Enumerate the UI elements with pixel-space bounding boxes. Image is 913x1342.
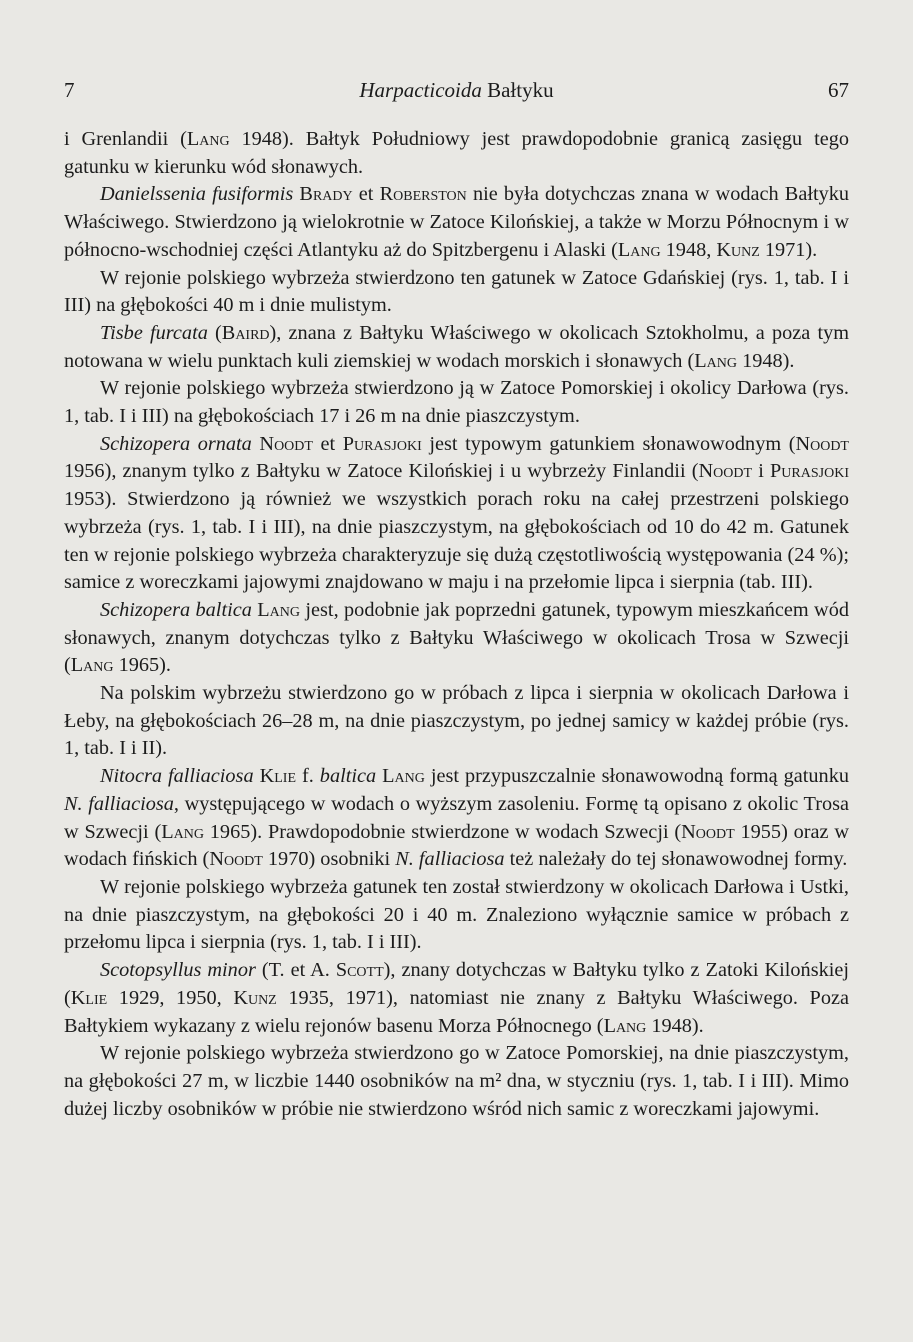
species-name: Schizopera baltica [100, 598, 252, 621]
body-text [64, 126, 849, 1123]
author-citation: Lang [603, 1014, 647, 1037]
paragraph-text: ), znana z Bałtyku Właściwego w okolicach Sztokholmu, a poza tym notowana w wielu punktach kuli ziemskiej w wodach morskich i słonawych ( [64, 321, 849, 372]
paragraph-text: 1971). [759, 238, 818, 261]
paragraph-text: ( [207, 321, 222, 344]
paragraph-text: 1956), znanym tylko z Bałtyku w Zatoce Kilońskiej i u wybrzeży Finlandii ( [64, 460, 699, 483]
author-citation: Klie [259, 765, 296, 788]
author-citation: Lang [186, 128, 230, 150]
paragraph-text: 1970) osobniki [262, 848, 396, 871]
paragraph-text: 1953). Stwierdzono ją również we wszystkich porach roku na całej przestrzeni polskiego wybrzeża (rys. 1, tab. I i III), na dnie piaszczystym, na głębokościach od 10 do 42 m. Gatunek ten w rejonie polskiego wybrzeża charakteryzuje się dużą częstotliwością występowania (24 %); samice z woreczkami jajowymi znajdowano w maju i na przełomie lipca i sierpnia (tab. III). [64, 488, 849, 594]
author-citation: Klie [70, 986, 108, 1009]
paragraph-text: et [352, 183, 380, 206]
species-name: Scotopsyllus minor [100, 959, 256, 982]
paragraph [64, 126, 849, 181]
paragraph-text: i Grenlandii ( [64, 128, 187, 150]
paragraph [64, 375, 849, 430]
paragraph-text: 1935, 1971), natomiast nie znany z Bałtyku Właściwego. Poza Bałtykiem wykazany z wielu rejonów basenu Morza Północnego ( [64, 986, 849, 1037]
paragraph-text: f. [296, 765, 320, 788]
paragraph-text: też należały do tej słonawowodnej formy. [504, 848, 848, 871]
running-title [64, 78, 849, 103]
page-number-right: 67 [828, 78, 849, 102]
species-name: baltica [319, 765, 377, 788]
paragraph-text: jest typowym gatunkiem słonawowodnym ( [421, 432, 796, 455]
paragraph-text: nie była dotychczas znana w wodach Bałtyku Właściwego. Stwierdzono ją wielokrotnie w Zatoce Kilońskiej, a także w Morzu Północnym i w północno-wschodniej części Atlantyku aż do Spitzbergenu i Alaski ( [64, 183, 850, 261]
paragraph [64, 763, 849, 874]
author-citation: Noodt [681, 820, 735, 843]
paragraph [64, 597, 849, 680]
paragraph-text: 1948). [737, 349, 795, 372]
author-citation: Noodt [698, 460, 753, 483]
paragraph-text: 1948, [660, 238, 717, 261]
species-name: Nitocra falliaciosa [100, 765, 254, 788]
paragraph-text: jest przypuszczalnie słonawowodną formą gatunku [424, 765, 849, 788]
paragraph-text: Na polskim wybrzeżu stwierdzono go w próbach z lipca i sierpnia w okolicach Darłowa i Łeby, na głębokościach 26–28 m, na dnie piaszczystym, po jednej samicy w każdej próbie (rys. 1, tab. I i II). [64, 682, 849, 760]
author-citation: Lang [161, 820, 204, 843]
species-name: Tisbe furcata [100, 321, 208, 344]
paragraph-text: i [752, 460, 771, 483]
author-citation: Baird [221, 321, 270, 344]
paragraph [64, 874, 849, 957]
author-citation: Purasjoki [770, 460, 849, 483]
paragraph-text: W rejonie polskiego wybrzeża stwierdzono ją w Zatoce Pomorskiej i okolicy Darłowa (rys. 1, tab. I i III) na głębokościach 17 i 26 m na dnie piaszczystym. [64, 377, 849, 428]
paragraph-text: et [312, 432, 343, 455]
running-title-rest: Bałtyku [481, 78, 554, 102]
paragraph [64, 431, 849, 597]
paragraph-text: ), znany dotychczas w Bałtyku tylko z Zatoki Kilońskiej ( [64, 959, 850, 1009]
paragraph [64, 181, 849, 264]
paragraph-text: 1965). Prawdopodobnie stwierdzone w wodach Szwecji ( [203, 820, 682, 843]
paragraph [64, 680, 849, 763]
paragraph-text: 1929, 1950, [107, 986, 234, 1009]
paragraph [64, 1040, 849, 1123]
running-title-taxon: Harpacticoida [359, 78, 482, 102]
author-citation: Roberston [379, 183, 467, 206]
author-citation: Brady [299, 183, 353, 206]
author-citation: Noodt [259, 432, 313, 455]
paragraph-text: jest, podobnie jak poprzedni gatunek, typowym mieszkańcem wód słonawych, znanym dotychczas tylko z Bałtyku Właściwego w okolicach Trosa w Szwecji ( [64, 598, 849, 677]
species-name: Schizopera ornata [100, 432, 252, 455]
author-citation: Lang [617, 238, 661, 261]
paragraph [64, 265, 849, 320]
species-name: N. falliaciosa [395, 848, 505, 871]
author-citation: Lang [70, 654, 114, 677]
author-citation: Lang [694, 349, 737, 372]
paragraph-text: (T. et A. [255, 959, 336, 982]
paragraph [64, 320, 849, 375]
paragraph [64, 957, 849, 1040]
page-number-left: 7 [64, 78, 75, 102]
author-citation: Purasjoki [342, 432, 422, 455]
paragraph-text: 1955) oraz w wodach fińskich ( [64, 820, 849, 871]
author-citation: Scott [335, 959, 384, 982]
author-citation: Kunz [233, 986, 277, 1009]
author-citation: Noodt [209, 848, 263, 871]
paragraph-text: 1948). [646, 1014, 704, 1037]
paragraph-text: W rejonie polskiego wybrzeża gatunek ten został stwierdzony w okolicach Darłowa i Ustki, na dnie piaszczystym, na głębokości 20 i 40 m. Znaleziono wyłącznie samice w próbach z przełomu lipca i sierpnia (rys. 1, tab. I i III). [64, 875, 849, 954]
paragraph-text: 1965). [113, 654, 171, 677]
paragraph-text: , występującego w wodach o wyższym zasoleniu. Formę tą opisano z okolic Trosa w Szwecji ( [64, 792, 849, 843]
paragraph-text: 1948). Bałtyk Południowy jest prawdopodobnie granicą zasięgu tego gatunku w kierunku wód słonawych. [64, 128, 849, 178]
author-citation: Noodt [795, 432, 849, 455]
paragraph-text: W rejonie polskiego wybrzeża stwierdzono go w Zatoce Pomorskiej, na dnie piaszczystym, na głębokości 27 m, w liczbie 1440 osobników na m² dna, w styczniu (rys. 1, tab. I i III). Mimo dużej liczby osobników w próbie nie stwierdzono wśród nich samic z woreczkami jajowymi. [64, 1042, 849, 1120]
author-citation: Kunz [716, 238, 760, 261]
running-header [64, 78, 849, 108]
paragraph-text: W rejonie polskiego wybrzeża stwierdzono ten gatunek w Zatoce Gdańskiej (rys. 1, tab. I i III) na głębokości 40 m i dnie mulistym. [64, 266, 849, 317]
author-citation: Lang [382, 765, 425, 788]
species-name: Danielssenia fusiformis [100, 183, 294, 206]
species-name: N. falliaciosa [64, 792, 174, 815]
author-citation: Lang [257, 598, 300, 621]
